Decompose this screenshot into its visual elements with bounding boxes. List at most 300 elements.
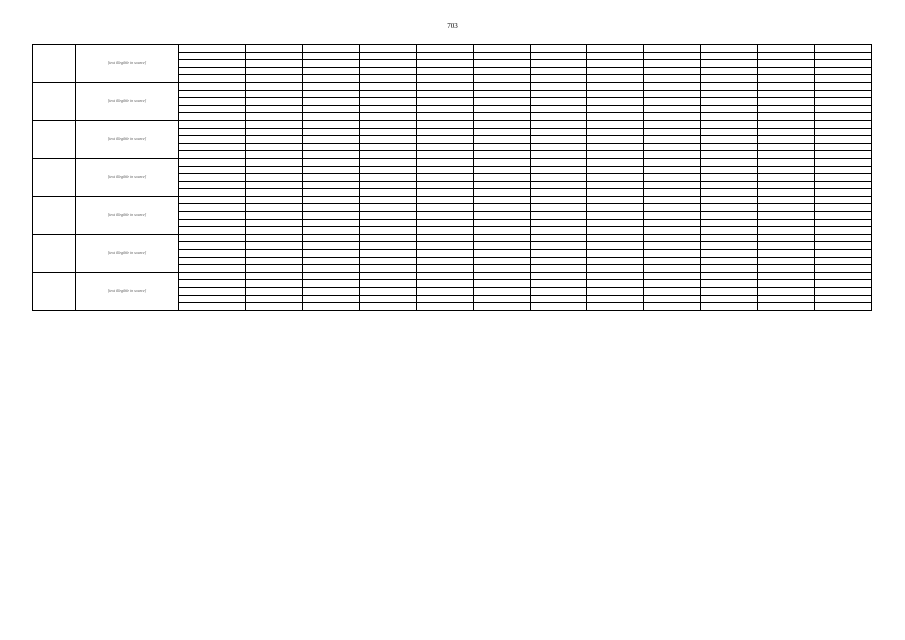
value-cell: [815, 60, 872, 68]
value-cell: [758, 204, 815, 212]
value-cell: [758, 136, 815, 144]
funding-source-cell: [179, 166, 246, 174]
value-cell: [530, 128, 587, 136]
value-cell: [530, 265, 587, 273]
value-cell: [473, 60, 530, 68]
value-cell: [416, 98, 473, 106]
value-cell: [587, 227, 644, 235]
value-cell: [701, 181, 758, 189]
value-cell: [302, 143, 359, 151]
value-cell: [416, 303, 473, 311]
value-cell: [302, 265, 359, 273]
value-cell: [701, 45, 758, 53]
illegible-text-placeholder: [text illegible in source]: [107, 174, 147, 180]
value-cell: [416, 105, 473, 113]
value-cell: [473, 303, 530, 311]
value-cell: [246, 181, 303, 189]
funding-source-cell: [179, 158, 246, 166]
value-cell: [587, 120, 644, 128]
value-cell: [246, 272, 303, 280]
value-cell: [473, 250, 530, 258]
value-cell: [473, 174, 530, 182]
value-cell: [416, 113, 473, 121]
value-cell: [815, 265, 872, 273]
value-cell: [815, 52, 872, 60]
value-cell: [701, 295, 758, 303]
value-cell: [587, 272, 644, 280]
value-cell: [530, 82, 587, 90]
funding-source-cell: [179, 181, 246, 189]
value-cell: [644, 219, 701, 227]
value-cell: [416, 265, 473, 273]
value-cell: [246, 295, 303, 303]
value-cell: [246, 75, 303, 83]
value-cell: [758, 60, 815, 68]
value-cell: [246, 242, 303, 250]
value-cell: [359, 181, 416, 189]
value-cell: [701, 82, 758, 90]
budget-table-body: [33, 45, 872, 311]
value-cell: [701, 75, 758, 83]
value-cell: [758, 120, 815, 128]
value-cell: [587, 212, 644, 220]
value-cell: [359, 288, 416, 296]
value-cell: [701, 189, 758, 197]
value-cell: [246, 105, 303, 113]
value-cell: [359, 174, 416, 182]
value-cell: [758, 212, 815, 220]
value-cell: [758, 288, 815, 296]
value-cell: [644, 98, 701, 106]
funding-source-cell: [179, 120, 246, 128]
value-cell: [701, 280, 758, 288]
value-cell: [644, 288, 701, 296]
value-cell: [530, 90, 587, 98]
value-cell: [246, 98, 303, 106]
value-cell: [530, 75, 587, 83]
illegible-text-placeholder: [text illegible in source]: [107, 60, 147, 66]
budget-table: [32, 44, 872, 311]
value-cell: [758, 234, 815, 242]
value-cell: [644, 181, 701, 189]
value-cell: [302, 82, 359, 90]
value-cell: [701, 227, 758, 235]
value-cell: [473, 227, 530, 235]
funding-source-cell: [179, 105, 246, 113]
value-cell: [587, 158, 644, 166]
value-cell: [416, 75, 473, 83]
value-cell: [359, 189, 416, 197]
value-cell: [416, 257, 473, 265]
value-cell: [473, 257, 530, 265]
measure-name-cell: [76, 234, 179, 272]
value-cell: [758, 174, 815, 182]
measure-name-cell: [76, 196, 179, 234]
value-cell: [644, 295, 701, 303]
funding-source-cell: [179, 128, 246, 136]
value-cell: [701, 196, 758, 204]
value-cell: [758, 280, 815, 288]
value-cell: [530, 143, 587, 151]
table-row: [33, 196, 872, 204]
funding-source-cell: [179, 257, 246, 265]
value-cell: [815, 98, 872, 106]
value-cell: [644, 227, 701, 235]
value-cell: [815, 219, 872, 227]
value-cell: [701, 90, 758, 98]
value-cell: [302, 212, 359, 220]
value-cell: [758, 272, 815, 280]
funding-source-cell: [179, 45, 246, 53]
value-cell: [587, 45, 644, 53]
value-cell: [473, 280, 530, 288]
value-cell: [302, 189, 359, 197]
value-cell: [644, 52, 701, 60]
value-cell: [701, 242, 758, 250]
value-cell: [416, 272, 473, 280]
measure-code-cell: [33, 196, 76, 234]
value-cell: [246, 219, 303, 227]
value-cell: [758, 67, 815, 75]
value-cell: [701, 67, 758, 75]
value-cell: [416, 82, 473, 90]
value-cell: [302, 60, 359, 68]
value-cell: [587, 67, 644, 75]
value-cell: [530, 113, 587, 121]
value-cell: [302, 288, 359, 296]
value-cell: [815, 212, 872, 220]
value-cell: [587, 280, 644, 288]
funding-source-cell: [179, 113, 246, 121]
value-cell: [359, 67, 416, 75]
value-cell: [644, 166, 701, 174]
value-cell: [815, 136, 872, 144]
value-cell: [473, 52, 530, 60]
funding-source-cell: [179, 90, 246, 98]
value-cell: [416, 234, 473, 242]
value-cell: [644, 75, 701, 83]
value-cell: [530, 196, 587, 204]
funding-source-cell: [179, 136, 246, 144]
funding-source-cell: [179, 151, 246, 159]
value-cell: [758, 265, 815, 273]
value-cell: [701, 158, 758, 166]
value-cell: [416, 90, 473, 98]
value-cell: [473, 204, 530, 212]
funding-source-cell: [179, 288, 246, 296]
value-cell: [359, 52, 416, 60]
value-cell: [644, 113, 701, 121]
value-cell: [587, 98, 644, 106]
value-cell: [416, 136, 473, 144]
value-cell: [359, 257, 416, 265]
value-cell: [758, 151, 815, 159]
value-cell: [359, 82, 416, 90]
measure-code-cell: [33, 82, 76, 120]
value-cell: [302, 98, 359, 106]
value-cell: [758, 189, 815, 197]
value-cell: [587, 143, 644, 151]
value-cell: [473, 136, 530, 144]
value-cell: [473, 272, 530, 280]
value-cell: [758, 90, 815, 98]
value-cell: [758, 196, 815, 204]
value-cell: [587, 257, 644, 265]
value-cell: [359, 204, 416, 212]
value-cell: [473, 242, 530, 250]
measure-name-cell: [76, 82, 179, 120]
value-cell: [644, 204, 701, 212]
value-cell: [473, 120, 530, 128]
value-cell: [302, 181, 359, 189]
illegible-text-placeholder: [text illegible in source]: [107, 136, 147, 142]
value-cell: [302, 234, 359, 242]
value-cell: [416, 143, 473, 151]
value-cell: [416, 196, 473, 204]
value-cell: [246, 303, 303, 311]
value-cell: [644, 45, 701, 53]
value-cell: [530, 280, 587, 288]
value-cell: [416, 227, 473, 235]
value-cell: [359, 242, 416, 250]
value-cell: [644, 90, 701, 98]
value-cell: [416, 166, 473, 174]
value-cell: [587, 166, 644, 174]
value-cell: [758, 98, 815, 106]
value-cell: [758, 257, 815, 265]
value-cell: [359, 136, 416, 144]
value-cell: [644, 280, 701, 288]
value-cell: [701, 120, 758, 128]
value-cell: [644, 120, 701, 128]
value-cell: [701, 52, 758, 60]
funding-source-cell: [179, 212, 246, 220]
value-cell: [302, 158, 359, 166]
value-cell: [644, 257, 701, 265]
value-cell: [701, 166, 758, 174]
value-cell: [359, 75, 416, 83]
value-cell: [701, 136, 758, 144]
value-cell: [758, 227, 815, 235]
value-cell: [587, 105, 644, 113]
value-cell: [815, 105, 872, 113]
value-cell: [530, 151, 587, 159]
value-cell: [530, 174, 587, 182]
value-cell: [815, 234, 872, 242]
value-cell: [473, 189, 530, 197]
value-cell: [246, 189, 303, 197]
value-cell: [246, 227, 303, 235]
value-cell: [587, 174, 644, 182]
value-cell: [246, 120, 303, 128]
value-cell: [246, 204, 303, 212]
value-cell: [530, 219, 587, 227]
value-cell: [473, 105, 530, 113]
value-cell: [815, 166, 872, 174]
table-row: [33, 234, 872, 242]
value-cell: [530, 98, 587, 106]
value-cell: [359, 120, 416, 128]
value-cell: [815, 272, 872, 280]
value-cell: [644, 128, 701, 136]
value-cell: [587, 128, 644, 136]
value-cell: [644, 265, 701, 273]
value-cell: [473, 196, 530, 204]
value-cell: [416, 158, 473, 166]
value-cell: [530, 105, 587, 113]
table-row: [33, 158, 872, 166]
value-cell: [587, 113, 644, 121]
value-cell: [701, 174, 758, 182]
table-row: [33, 272, 872, 280]
value-cell: [416, 295, 473, 303]
value-cell: [473, 75, 530, 83]
value-cell: [302, 272, 359, 280]
funding-source-cell: [179, 234, 246, 242]
value-cell: [587, 295, 644, 303]
value-cell: [815, 280, 872, 288]
value-cell: [815, 128, 872, 136]
value-cell: [587, 189, 644, 197]
value-cell: [302, 257, 359, 265]
value-cell: [644, 82, 701, 90]
value-cell: [302, 45, 359, 53]
value-cell: [359, 212, 416, 220]
value-cell: [815, 181, 872, 189]
value-cell: [246, 212, 303, 220]
value-cell: [815, 158, 872, 166]
value-cell: [473, 181, 530, 189]
value-cell: [302, 242, 359, 250]
value-cell: [246, 250, 303, 258]
measure-name-cell: [76, 120, 179, 158]
value-cell: [758, 113, 815, 121]
funding-source-cell: [179, 75, 246, 83]
value-cell: [416, 189, 473, 197]
value-cell: [246, 158, 303, 166]
value-cell: [701, 219, 758, 227]
value-cell: [815, 288, 872, 296]
value-cell: [644, 272, 701, 280]
value-cell: [359, 60, 416, 68]
value-cell: [530, 204, 587, 212]
value-cell: [246, 265, 303, 273]
value-cell: [587, 60, 644, 68]
value-cell: [473, 45, 530, 53]
value-cell: [473, 82, 530, 90]
value-cell: [644, 174, 701, 182]
value-cell: [246, 288, 303, 296]
value-cell: [246, 257, 303, 265]
value-cell: [644, 158, 701, 166]
value-cell: [473, 143, 530, 151]
funding-source-cell: [179, 242, 246, 250]
value-cell: [644, 242, 701, 250]
value-cell: [758, 52, 815, 60]
value-cell: [644, 189, 701, 197]
value-cell: [587, 204, 644, 212]
value-cell: [701, 234, 758, 242]
value-cell: [815, 113, 872, 121]
value-cell: [530, 181, 587, 189]
value-cell: [587, 265, 644, 273]
value-cell: [246, 136, 303, 144]
value-cell: [587, 52, 644, 60]
value-cell: [359, 196, 416, 204]
value-cell: [701, 272, 758, 280]
funding-source-cell: [179, 67, 246, 75]
value-cell: [530, 189, 587, 197]
funding-source-cell: [179, 265, 246, 273]
value-cell: [644, 250, 701, 258]
illegible-text-placeholder: [text illegible in source]: [107, 288, 147, 293]
value-cell: [416, 60, 473, 68]
value-cell: [587, 136, 644, 144]
table-row: [33, 120, 872, 128]
value-cell: [530, 120, 587, 128]
value-cell: [530, 67, 587, 75]
value-cell: [815, 250, 872, 258]
value-cell: [302, 120, 359, 128]
value-cell: [416, 52, 473, 60]
value-cell: [359, 113, 416, 121]
funding-source-cell: [179, 250, 246, 258]
value-cell: [416, 219, 473, 227]
value-cell: [701, 60, 758, 68]
value-cell: [758, 82, 815, 90]
value-cell: [302, 136, 359, 144]
value-cell: [246, 196, 303, 204]
value-cell: [246, 128, 303, 136]
value-cell: [246, 174, 303, 182]
value-cell: [359, 90, 416, 98]
value-cell: [416, 250, 473, 258]
value-cell: [246, 143, 303, 151]
value-cell: [815, 189, 872, 197]
value-cell: [758, 128, 815, 136]
value-cell: [815, 120, 872, 128]
value-cell: [530, 234, 587, 242]
value-cell: [815, 45, 872, 53]
illegible-text-placeholder: [text illegible in source]: [107, 212, 147, 218]
value-cell: [302, 128, 359, 136]
measure-code-cell: [33, 120, 76, 158]
value-cell: [701, 303, 758, 311]
value-cell: [587, 151, 644, 159]
table-row: [33, 82, 872, 90]
value-cell: [587, 75, 644, 83]
value-cell: [530, 295, 587, 303]
value-cell: [701, 257, 758, 265]
value-cell: [701, 151, 758, 159]
funding-source-cell: [179, 303, 246, 311]
value-cell: [473, 288, 530, 296]
measure-code-cell: [33, 272, 76, 310]
measure-name-cell: [76, 272, 179, 310]
value-cell: [815, 82, 872, 90]
value-cell: [701, 265, 758, 273]
value-cell: [758, 303, 815, 311]
value-cell: [644, 60, 701, 68]
funding-source-cell: [179, 189, 246, 197]
value-cell: [473, 166, 530, 174]
value-cell: [359, 158, 416, 166]
value-cell: [246, 90, 303, 98]
value-cell: [416, 67, 473, 75]
value-cell: [473, 67, 530, 75]
value-cell: [701, 105, 758, 113]
value-cell: [416, 280, 473, 288]
